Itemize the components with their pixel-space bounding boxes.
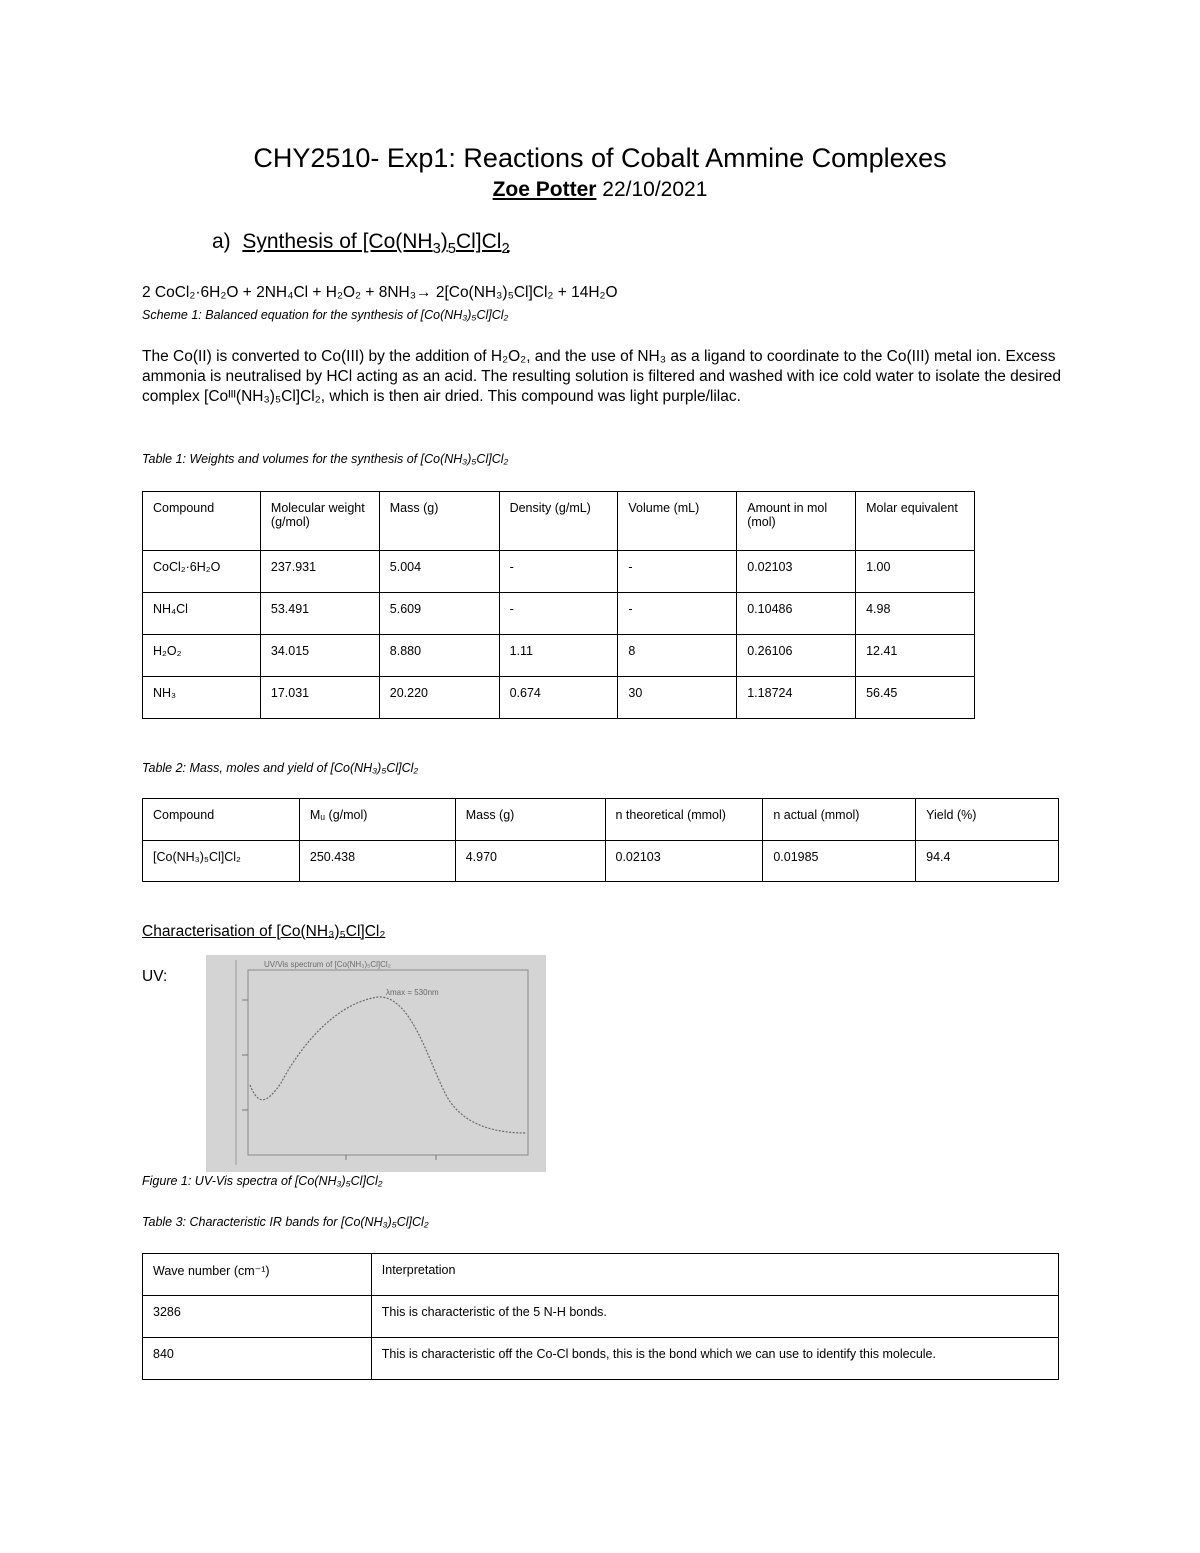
table-cell: NH₄Cl <box>143 593 261 635</box>
table-cell: H₂O₂ <box>143 635 261 677</box>
section-title: Synthesis of $[Co(NH_3)_5Cl]Cl_2$ <box>242 230 510 258</box>
table-cell: This is characteristic of the 5 N-H bonds. <box>371 1296 1058 1338</box>
scheme-caption: Scheme 1: Balanced equation for the synthesis of [Co(NH₃)₅Cl]Cl₂ <box>142 308 509 322</box>
weights-volumes-table <box>142 491 975 719</box>
table-cell: 5.609 <box>379 593 499 635</box>
table-row <box>143 551 975 593</box>
figure1-caption: Figure 1: UV-Vis spectra of [Co(NH₃)₅Cl]Cl₂ <box>142 1174 383 1188</box>
table-cell: 53.491 <box>260 593 379 635</box>
table-cell: 237.931 <box>260 551 379 593</box>
table-cell: 1.18724 <box>737 677 856 719</box>
table2-caption: Table 2: Mass, moles and yield of [Co(NH₃)₅Cl]Cl₂ <box>142 761 419 775</box>
header-cell: Molar equivalent <box>856 492 975 551</box>
report-date: 22/10/2021 <box>602 178 708 201</box>
header-cell: Mass (g) <box>455 799 605 841</box>
table-cell: 8.880 <box>379 635 499 677</box>
table-header-row <box>143 1254 1059 1296</box>
table-cell: 0.02103 <box>605 841 763 882</box>
table-cell: 17.031 <box>260 677 379 719</box>
table-cell: 0.10486 <box>737 593 856 635</box>
table-row <box>143 1296 1059 1338</box>
balanced-equation: 2 CoCl₂·6H₂O + 2NH₄Cl + H₂O₂ + 8NH₃→ 2[Co(NH₃)₅Cl]Cl₂ + 14H₂O <box>142 284 618 301</box>
table-cell: - <box>499 551 618 593</box>
ir-bands-table <box>142 1253 1059 1380</box>
table-cell: 1.11 <box>499 635 618 677</box>
header-cell: Interpretation <box>371 1254 1058 1296</box>
section-a-heading <box>212 230 510 258</box>
author-name: Zoe Potter <box>492 178 597 201</box>
header-cell: Compound <box>143 799 300 841</box>
header-cell: Compound <box>143 492 261 551</box>
table-cell: - <box>618 593 737 635</box>
yield-table <box>142 798 1059 882</box>
uv-vis-spectrum-image <box>206 955 546 1172</box>
table-cell: [Co(NH₃)₅Cl]Cl₂ <box>143 841 300 882</box>
table-cell: 0.26106 <box>737 635 856 677</box>
header-cell: Mass (g) <box>379 492 499 551</box>
table-cell: 4.98 <box>856 593 975 635</box>
table-cell: 1.00 <box>856 551 975 593</box>
header-cell: Amount in mol (mol) <box>737 492 856 551</box>
table-cell: 5.004 <box>379 551 499 593</box>
table-cell: 4.970 <box>455 841 605 882</box>
page-title: CHY2510- Exp1: Reactions of Cobalt Ammine Complexes <box>253 143 947 173</box>
table-cell: 12.41 <box>856 635 975 677</box>
table-row <box>143 841 1059 882</box>
method-paragraph: The Co(II) is converted to Co(III) by the addition of H₂O₂, and the use of NH₃ as a ligand to coordinate to the Co(III) metal ion. Excess ammonia is neutralised by HCl acting as an acid. The resulting solution is filtered and washed with ice cold water to isolate the desired complex [Coᴵᴵᴵ(NH₃)₅Cl]Cl₂, which is then air dried. This compound was light purple/lilac. <box>142 348 1062 405</box>
table-row <box>143 593 975 635</box>
table-cell: 3286 <box>143 1296 372 1338</box>
header-cell: n theoretical (mmol) <box>605 799 763 841</box>
table-cell: CoCl₂·6H₂O <box>143 551 261 593</box>
table-cell: 34.015 <box>260 635 379 677</box>
header-cell: Molecular weight (g/mol) <box>260 492 379 551</box>
header-cell: Wave number (cm⁻¹) <box>143 1254 372 1296</box>
table-row <box>143 1338 1059 1380</box>
table-header-row <box>143 492 975 551</box>
author-line <box>0 178 1200 202</box>
header-cell: Yield (%) <box>916 799 1059 841</box>
header-cell: Volume (mL) <box>618 492 737 551</box>
table-cell: 20.220 <box>379 677 499 719</box>
table-cell: 8 <box>618 635 737 677</box>
table-cell: 56.45 <box>856 677 975 719</box>
header-cell: Density (g/mL) <box>499 492 618 551</box>
table1-caption: Table 1: Weights and volumes for the synthesis of [Co(NH₃)₅Cl]Cl₂ <box>142 452 509 466</box>
table-cell: - <box>499 593 618 635</box>
table3-caption: Table 3: Characteristic IR bands for [Co(NH₃)₅Cl]Cl₂ <box>142 1215 429 1229</box>
table-cell: 840 <box>143 1338 372 1380</box>
table-cell: 94.4 <box>916 841 1059 882</box>
section-marker: a) <box>212 230 231 253</box>
table-header-row <box>143 799 1059 841</box>
characterisation-heading: Characterisation of [Co(NH₃)₅Cl]Cl₂ <box>142 923 386 940</box>
table-cell: 0.674 <box>499 677 618 719</box>
table-row <box>143 677 975 719</box>
table-cell: NH₃ <box>143 677 261 719</box>
lambda-max-label: λmax = 530nm <box>386 988 439 997</box>
uv-label: UV: <box>142 968 168 985</box>
table-cell: - <box>618 551 737 593</box>
table-cell: 0.02103 <box>737 551 856 593</box>
spectrum-drawing <box>206 955 546 1172</box>
table-cell: This is characteristic off the Co-Cl bonds, this is the bond which we can use to identify this molecule. <box>371 1338 1058 1380</box>
spectrum-title: UV/Vis spectrum of [Co(NH₃)₅Cl]Cl₂ <box>264 960 391 969</box>
table-cell: 30 <box>618 677 737 719</box>
header-cell: n actual (mmol) <box>763 799 916 841</box>
header-cell: Mᵤ (g/mol) <box>299 799 455 841</box>
table-cell: 0.01985 <box>763 841 916 882</box>
table-row <box>143 635 975 677</box>
table-cell: 250.438 <box>299 841 455 882</box>
